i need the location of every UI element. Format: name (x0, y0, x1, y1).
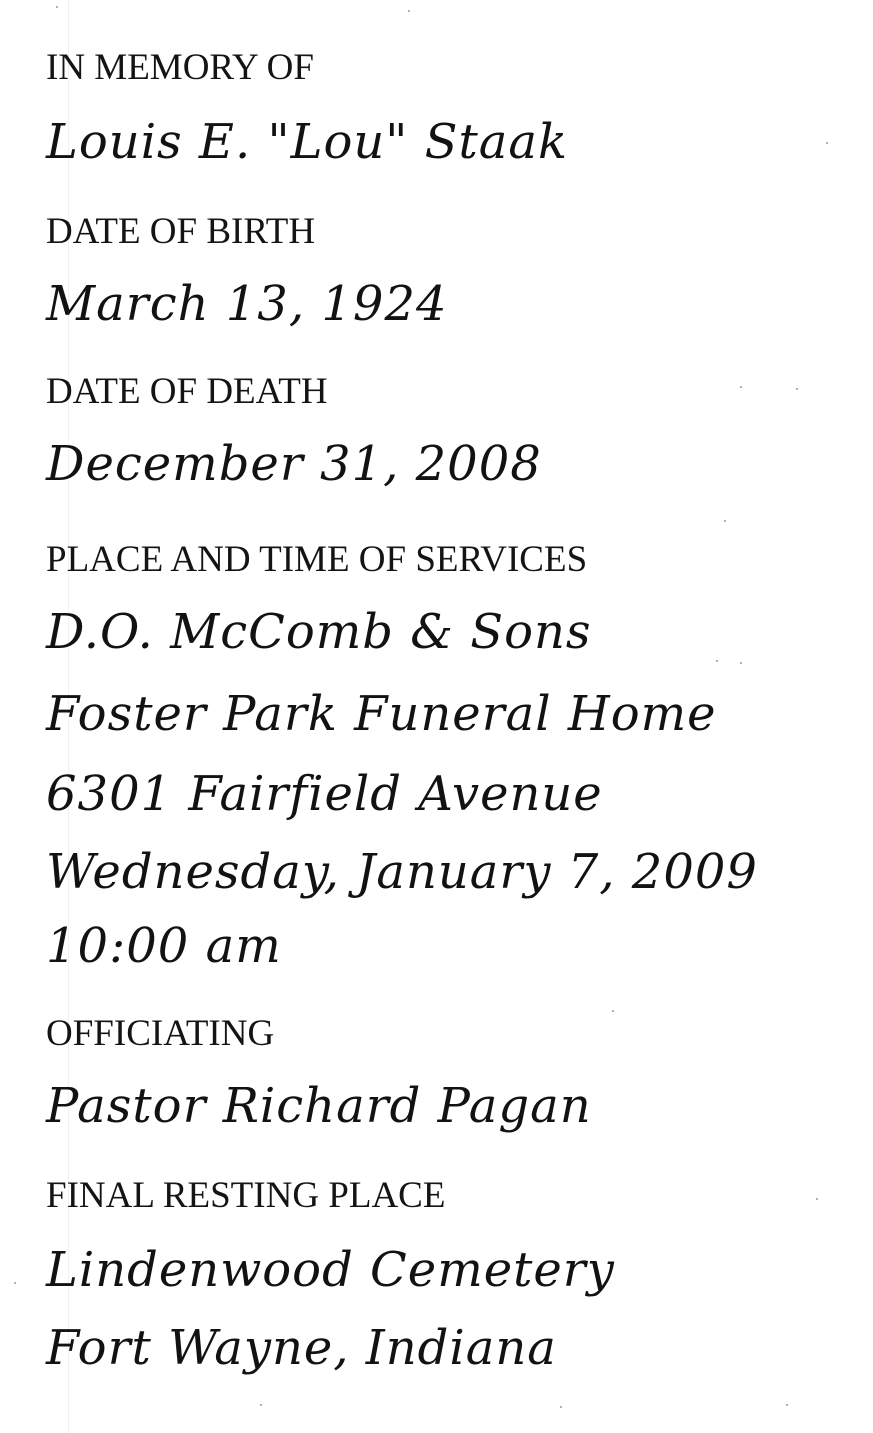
birth-date-heading: DATE OF BIRTH (46, 211, 316, 252)
scan-speck (816, 1198, 818, 1200)
services-heading: PLACE AND TIME OF SERVICES (46, 539, 588, 580)
scan-speck (408, 10, 410, 12)
services-line-3: 6301 Fairfield Avenue (46, 766, 603, 822)
resting-place-line-2: Fort Wayne, Indiana (46, 1320, 557, 1376)
scan-speck (716, 660, 718, 662)
death-date: December 31, 2008 (46, 436, 542, 492)
scan-speck (724, 520, 726, 522)
scan-speck (826, 142, 828, 144)
scan-speck (796, 388, 798, 390)
scan-speck (14, 1282, 16, 1284)
scan-speck (260, 1404, 262, 1406)
services-line-5: 10:00 am (46, 918, 282, 974)
resting-place-heading: FINAL RESTING PLACE (46, 1175, 446, 1216)
scan-speck (560, 1406, 562, 1408)
services-line-4: Wednesday, January 7, 2009 (46, 844, 758, 900)
scan-speck (56, 6, 58, 8)
services-line-1: D.O. McComb & Sons (46, 604, 592, 660)
resting-place-line-1: Lindenwood Cemetery (46, 1242, 615, 1298)
death-date-heading: DATE OF DEATH (46, 371, 328, 412)
deceased-name: Louis E. "Lou" Staak (46, 114, 569, 170)
officiant-name: Pastor Richard Pagan (46, 1078, 592, 1134)
in-memory-heading: IN MEMORY OF (46, 47, 314, 88)
scan-speck (740, 662, 742, 664)
scan-speck (740, 386, 742, 388)
birth-date: March 13, 1924 (46, 276, 448, 332)
scan-speck (786, 1404, 788, 1406)
officiating-heading: OFFICIATING (46, 1013, 275, 1054)
services-line-2: Foster Park Funeral Home (46, 686, 717, 742)
scan-speck (612, 1010, 614, 1012)
